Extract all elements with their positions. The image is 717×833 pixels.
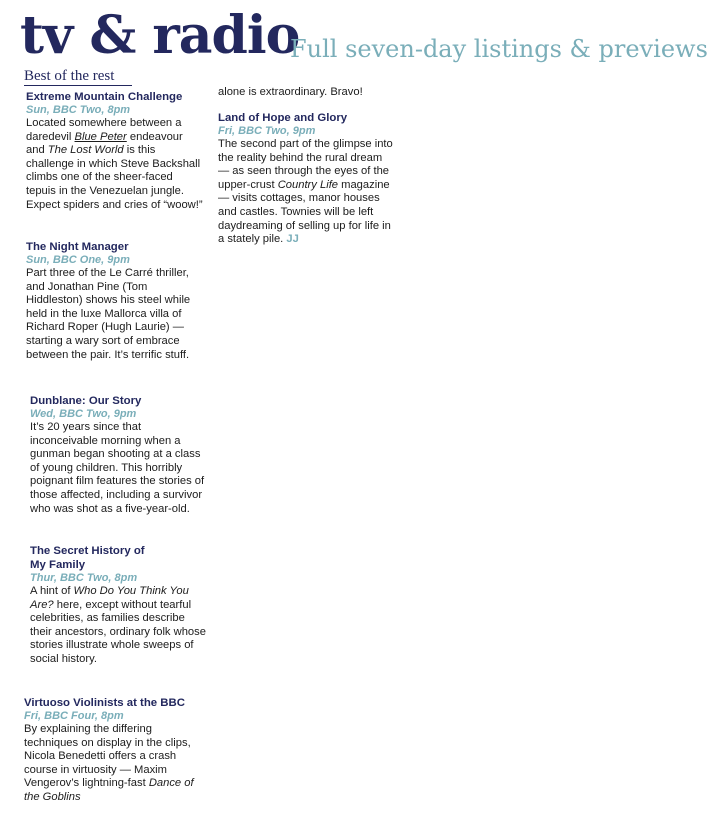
masthead — [20, 6, 710, 66]
pick-description: Located somewhere between a daredevil Blue Peter endeavour and The Lost World is this challenge in which Steve Backshall climbs one of the sheer-faced tepuis in the Venezuelan jungle. Expect spiders and cries of “woow!” — [26, 117, 203, 211]
author-initials: JJ — [286, 233, 299, 246]
heading-rule — [24, 85, 132, 86]
pick-the-secret-history-of-my-family — [30, 544, 208, 667]
show-title-ref: Who Do You Think You Are? — [30, 585, 189, 611]
section-subtitle: Full seven-day listings & previews — [290, 35, 708, 63]
pick-extreme-mountain-challenge — [26, 90, 204, 212]
continued-text: alone is extraordinary. Bravo! — [218, 86, 363, 98]
show-title-ref: Dance of the Goblins — [24, 777, 194, 803]
pick-description: By explaining the differing techniques on display in the clips, Nicola Benedetti offers a crash course in virtuosity — Maxim Vengerov’s lightning-fast Dance of the Goblins — [24, 723, 194, 803]
pick-title: Virtuoso Violinists at the BBC — [24, 697, 185, 709]
pick-title: Land of Hope and Glory — [218, 112, 348, 124]
pick-schedule: Fri, BBC Two, 9pm — [218, 125, 316, 137]
pick-schedule: Wed, BBC Two, 9pm — [30, 408, 137, 420]
show-title-ref: Country Life — [277, 178, 339, 191]
pick-description: The second part of the glimpse into the reality behind the rural dream — as seen through the eyes of the upper-crust Country Life magazine — visits cottages, manor houses and castles. Townies will be left daydreaming of selling up for life in a stately pile. JJ — [218, 138, 393, 246]
best-of-the-rest-header — [24, 68, 132, 86]
pick-schedule: Sun, BBC One, 9pm — [26, 254, 130, 266]
show-title-ref: Blue Peter — [74, 130, 127, 143]
pick-title: Dunblane: Our Story — [30, 395, 142, 407]
pick-description: A hint of Who Do You Think You Are? here, except without tearful celebrities, as families describe their ancestors, ordinary folk whose stories illustrate whole sweeps of social history. — [30, 585, 206, 665]
pick-title: Extreme Mountain Challenge — [26, 91, 183, 103]
pick-schedule: Sun, BBC Two, 8pm — [26, 104, 131, 116]
pick-title: The Night Manager — [26, 241, 129, 253]
section-heading: Best of the rest — [24, 68, 115, 84]
pick-virtuoso-violinists — [24, 696, 202, 805]
pick-the-night-manager — [26, 240, 204, 362]
pick-title-line-2: My Family — [30, 559, 86, 571]
pick-description: Part three of the Le Carré thriller, and Jonathan Pine (Tom Hiddleston) shows his steel while held in the luxe Mallorca villa of Richard Roper (Hugh Laurie) — starting a wary sort of embrace between the pair. It’s terrific stuff. — [26, 267, 191, 361]
pick-land-of-hope-and-glory — [218, 111, 396, 247]
pick-schedule: Thur, BBC Two, 8pm — [30, 572, 138, 584]
pick-dunblane-our-story — [30, 394, 208, 516]
pick-description: It’s 20 years since that inconceivable morning when a gunman began shooting at a class of young children. This horribly poignant film features the stories of those affected, including a survivor who was shot as a five-year-old. — [30, 421, 205, 515]
show-title-ref: The Lost World — [47, 144, 124, 157]
pick-schedule: Fri, BBC Four, 8pm — [24, 710, 124, 722]
pick-title-line-1: The Secret History of — [30, 545, 145, 557]
section-title: tv & radio — [20, 5, 300, 66]
